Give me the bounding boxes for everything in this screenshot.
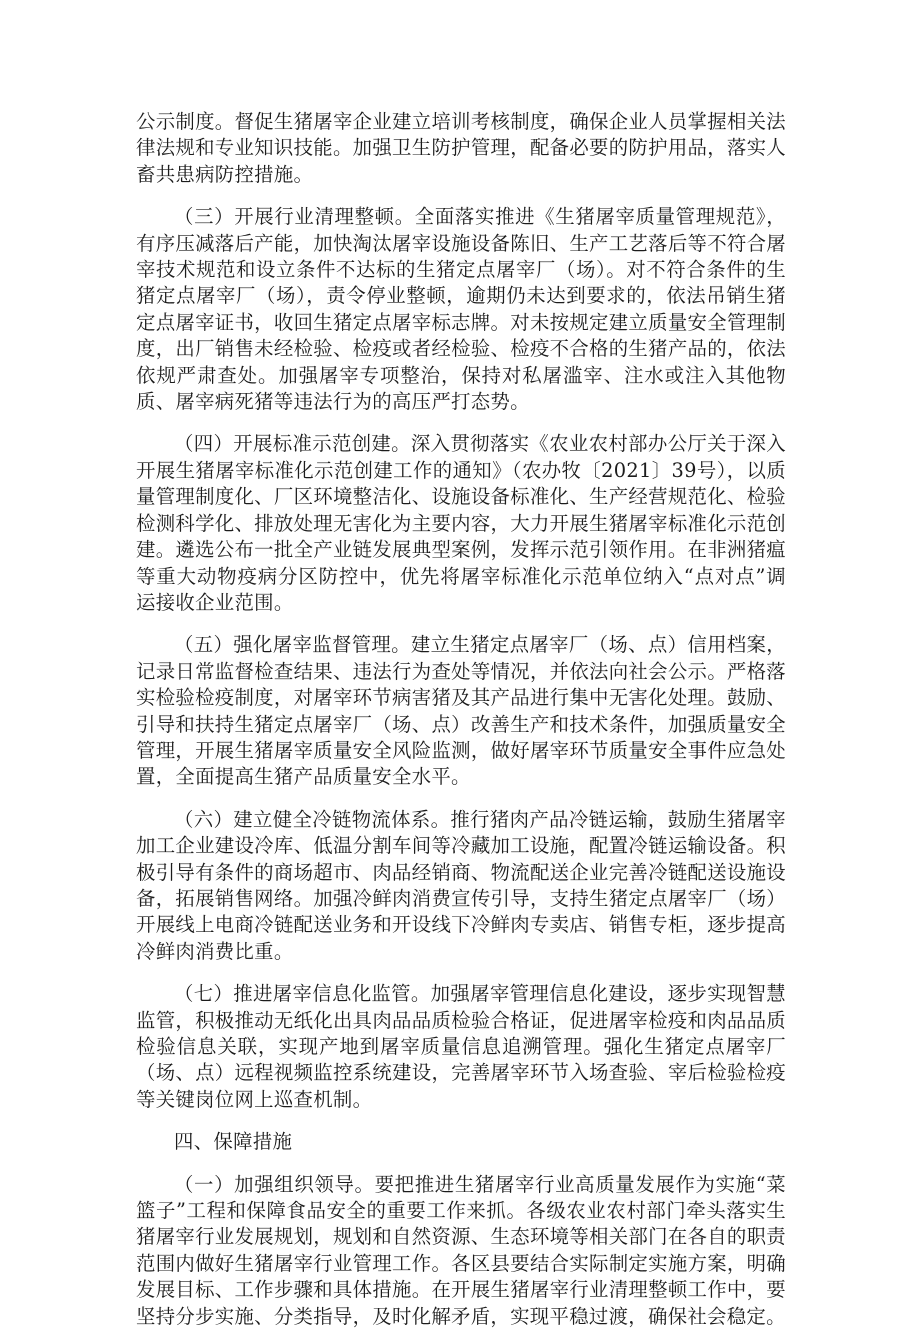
paragraph-organization-leadership: （一）加强组织领导。要把推进生猪屠宰行业高质量发展作为实施“菜篮子”工程和保障食品安全的重要工作来抓。各级农业农村部门牵头落实生猪屠宰行业发展规划，规划和自然资源、生态环境等相关部门在各自的职责范围内做好生猪屠宰行业管理工作。各区县要结合实际制定实施方案，明确发展目标、工作步骤和具体措施。在开展生猪屠宰行业清理整顿工作中，要坚持分步实施、分类指导，及时化解矛盾，实现平稳过渡，确保社会稳定。: [136, 1172, 786, 1328]
paragraph-informatization: （七）推进屠宰信息化监管。加强屠宰管理信息化建设，逐步实现智慧监管，积极推动无纸化出具肉品品质检验合格证，促进屠宰检疫和肉品品质检验信息关联，实现产地到屠宰质量信息追溯管理。强化生猪定点屠宰厂（场、点）远程视频监控系统建设，完善屠宰环节入场查验、宰后检验检疫等关键岗位网上巡查机制。: [136, 982, 786, 1111]
document-body: [136, 109, 786, 1330]
paragraph-supervision-management: （五）强化屠宰监督管理。建立生猪定点屠宰厂（场、点）信用档案，记录日常监督检查结果、违法行为查处等情况，并依法向社会公示。严格落实检验检疫制度，对屠宰环节病害猪及其产品进行集中无害化处理。鼓励、引导和扶持生猪定点屠宰厂（场、点）改善生产和技术条件，加强质量安全管理，开展生猪屠宰质量安全风险监测，做好屠宰环节质量安全事件应急处置，全面提高生猪产品质量安全水平。: [136, 633, 786, 789]
paragraph-continuation: 公示制度。督促生猪屠宰企业建立培训考核制度，确保企业人员掌握相关法律法规和专业知识技能。加强卫生防护管理，配备必要的防护用品，落实人畜共患病防控措施。: [136, 110, 786, 186]
paragraph-industry-rectification: （三）开展行业清理整顿。全面落实推进《生猪屠宰质量管理规范》，有序压减落后产能，加快淘汰屠宰设施设备陈旧、生产工艺落后等不符合屠宰技术规范和设立条件不达标的生猪定点屠宰厂（场）。对不符合条件的生猪定点屠宰厂（场），责令停业整顿，逾期仍未达到要求的，依法吊销生猪定点屠宰证书，收回生猪定点屠宰标志牌。对未按规定建立质量安全管理制度，出厂销售未经检验、检疫或者经检验、检疫不合格的生猪产品的，依法依规严肃查处。加强屠宰专项整治，保持对私屠滥宰、注水或注入其他物质、屠宰病死猪等违法行为的高压严打态势。: [136, 205, 786, 414]
paragraph-standard-demonstration: （四）开展标准示范创建。深入贯彻落实《农业农村部办公厅关于深入开展生猪屠宰标准化示范创建工作的通知》（农办牧〔2021〕39号），以质量管理制度化、厂区环境整洁化、设施设备标准化、生产经营规范化、检验检测科学化、排放处理无害化为主要内容，大力开展生猪屠宰标准化示范创建。遴选公布一批全产业链发展典型案例，发挥示范引领作用。在非洲猪瘟等重大动物疫病分区防控中，优先将屠宰标准化示范单位纳入“点对点”调运接收企业范围。: [136, 432, 786, 614]
paragraph-cold-chain: （六）建立健全冷链物流体系。推行猪肉产品冷链运输，鼓励生猪屠宰加工企业建设冷库、低温分割车间等冷藏加工设施，配置冷链运输设备。积极引导有条件的商场超市、肉品经销商、物流配送企业完善冷链配送设施设备，拓展销售网络。加强冷鲜肉消费宣传引导，支持生猪定点屠宰厂（场）开展线上电商冷链配送业务和开设线下冷鲜肉专卖店、销售专柜，逐步提高冷鲜肉消费比重。: [136, 807, 786, 963]
section-heading: 四、保障措施: [174, 1130, 293, 1154]
